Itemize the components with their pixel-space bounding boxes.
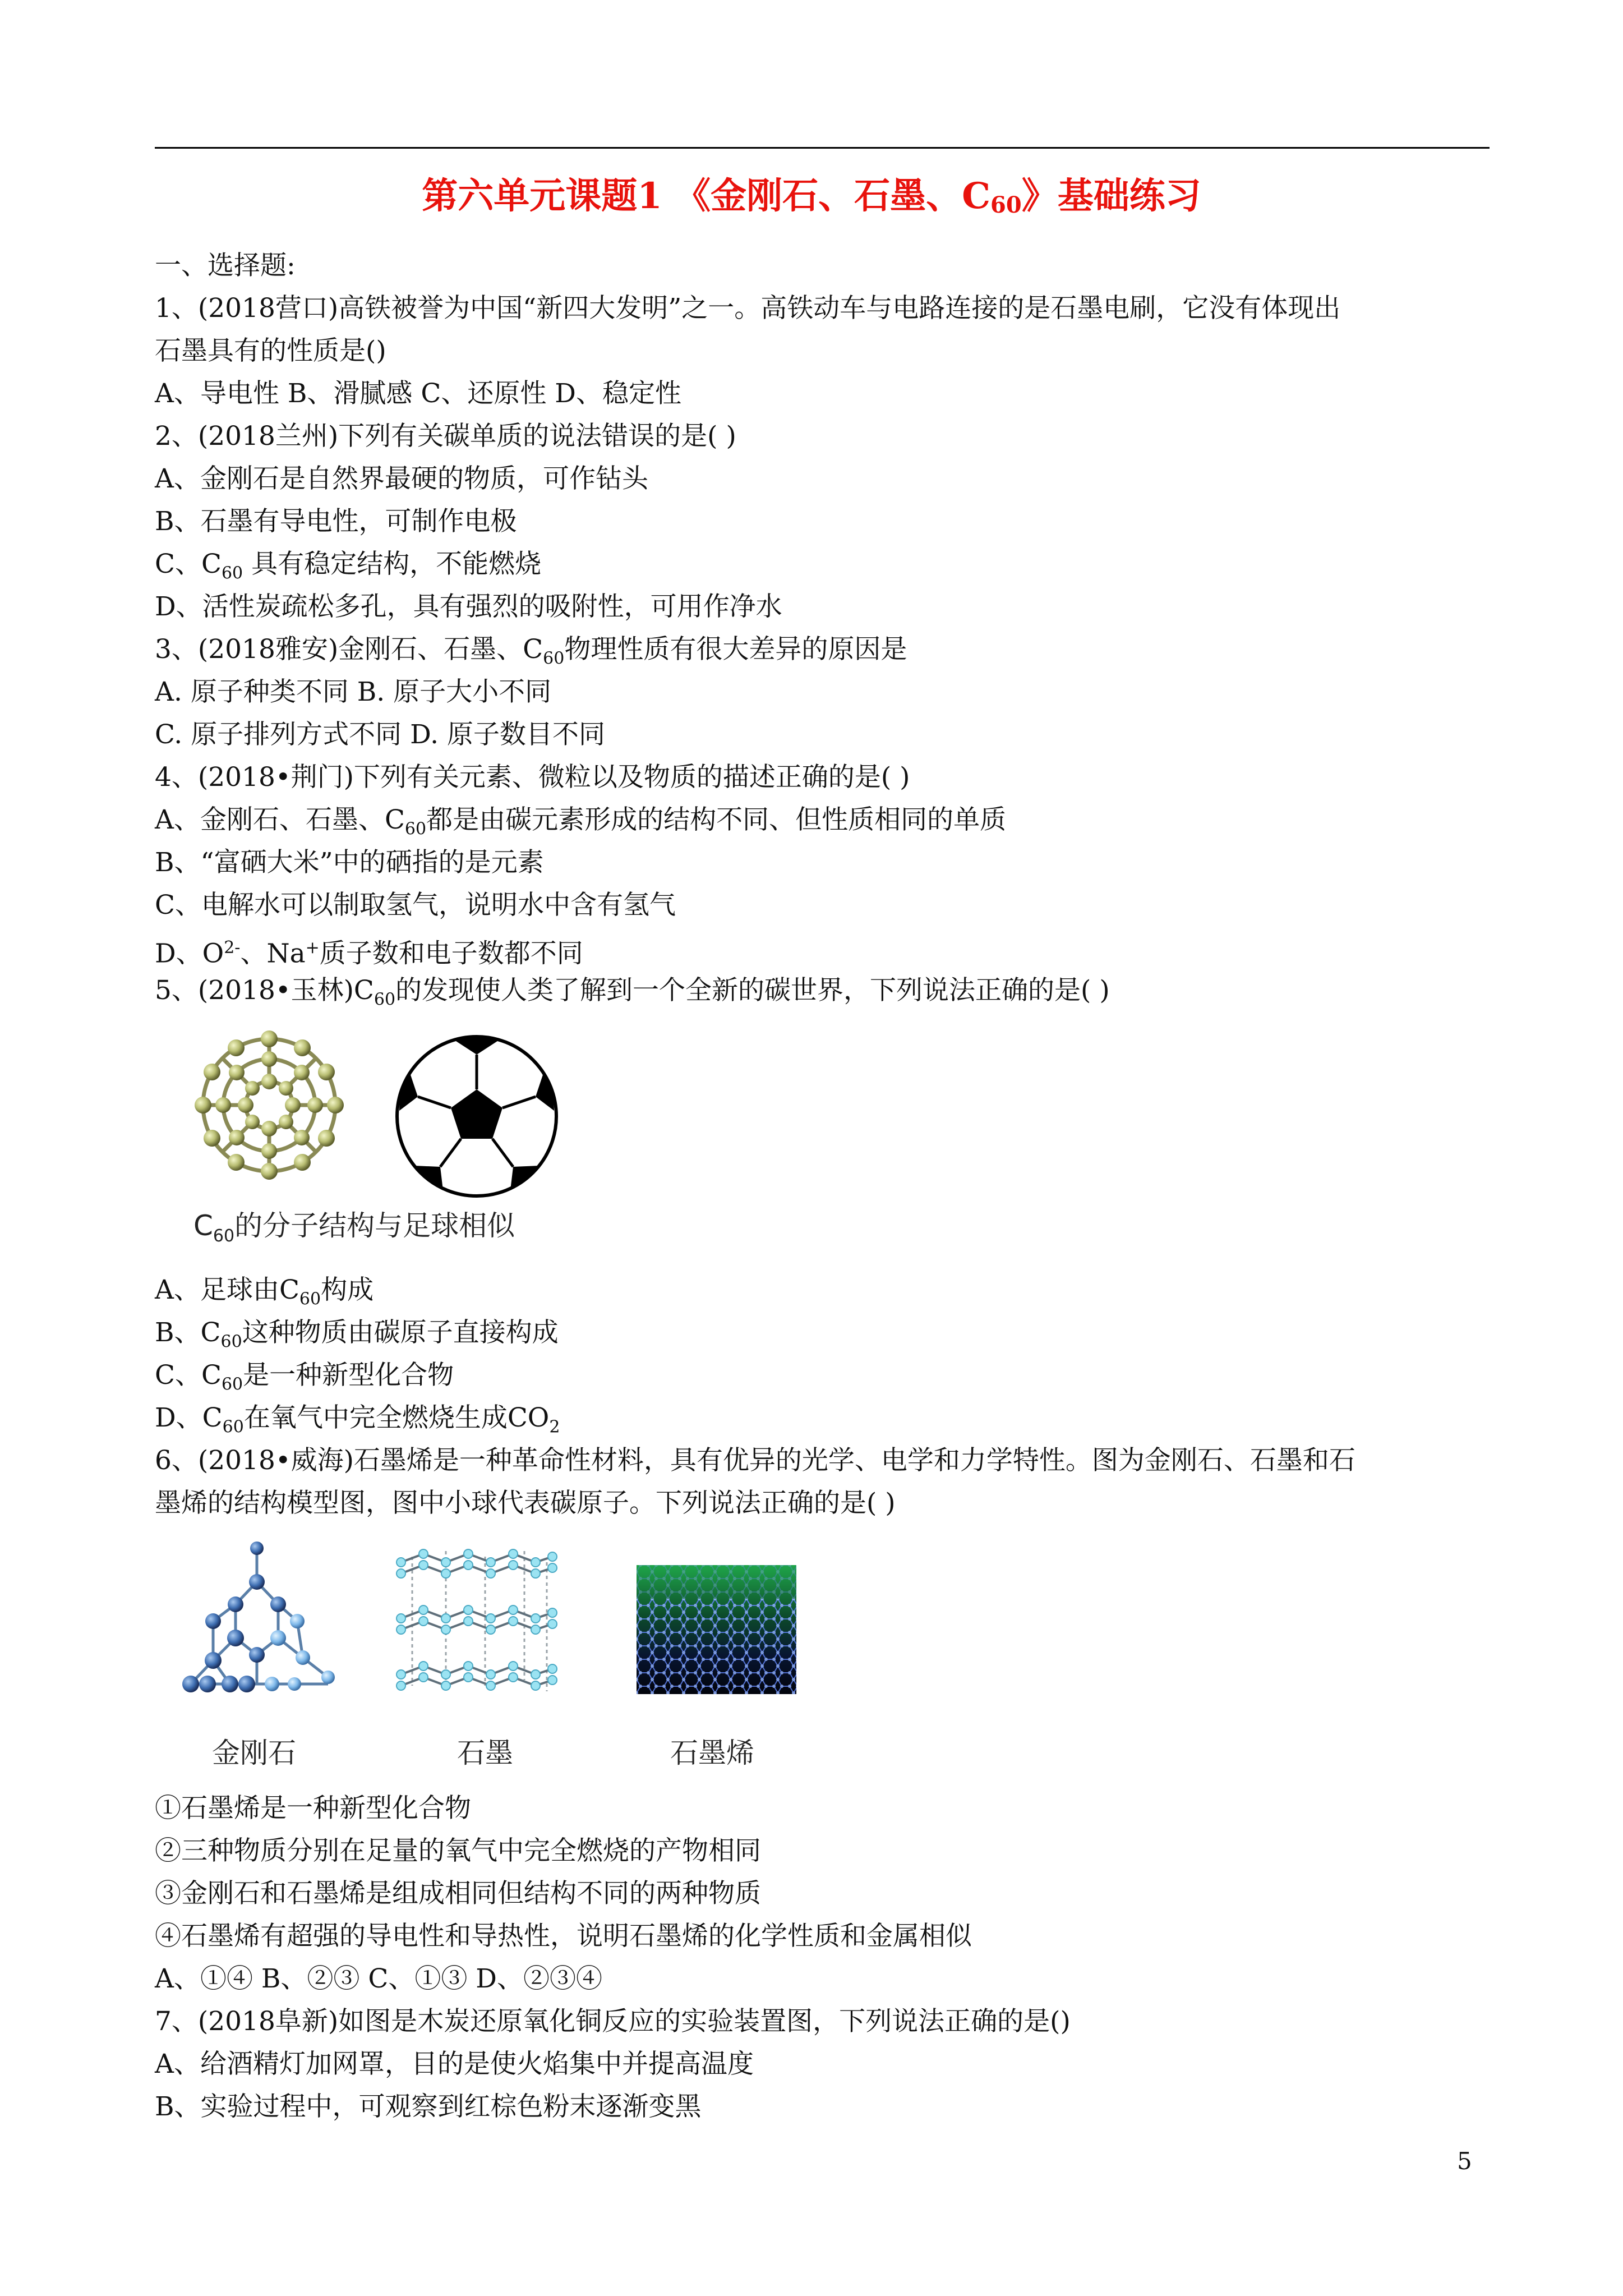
q4-option-c: C、电解水可以制取氢气，说明水中含有氢气: [155, 890, 676, 921]
q6-stem-line2: 墨烯的结构模型图，图中小球代表碳原子。下列说法正确的是( ): [155, 1488, 896, 1519]
section-heading: 一、选择题:: [155, 250, 296, 281]
q1-options: A、导电性 B、滑腻感 C、还原性 D、稳定性: [155, 378, 681, 409]
q6-statement-1: ①石墨烯是一种新型化合物: [155, 1793, 471, 1824]
q2-option-b: B、石墨有导电性，可制作电极: [155, 506, 517, 537]
q2-option-d: D、活性炭疏松多孔，具有强烈的吸附性，可用作净水: [155, 591, 782, 622]
header-rule: [155, 147, 1490, 149]
page-number: 5: [1457, 2147, 1472, 2175]
q3-options-ab: A. 原子种类不同 B. 原子大小不同: [155, 677, 552, 707]
q6-statement-4: ④石墨烯有超强的导电性和导热性，说明石墨烯的化学性质和金属相似: [155, 1921, 972, 1952]
q3-options-cd: C. 原子排列方式不同 D. 原子数目不同: [155, 719, 605, 750]
diamond-label: 金刚石: [212, 1737, 296, 1769]
page-title: 第六单元课题1 《金刚石、石墨、$C_{60}$》基础练习: [422, 175, 1201, 218]
graphene-structure-figure: [637, 1565, 796, 1694]
q1-stem-line1: 1、(2018营口)高铁被誉为中国“新四大发明”之一。高铁动车与电路连接的是石墨电刷，它没有体现出: [155, 293, 1341, 324]
q5-option-b: B、$C_{60}$这种物质由碳原子直接构成: [155, 1317, 559, 1352]
q5-option-c: C、$C_{60}$是一种新型化合物: [155, 1360, 454, 1395]
graphite-label: 石墨: [457, 1737, 513, 1769]
graphite-structure-figure: [390, 1540, 564, 1703]
q2-option-a: A、金刚石是自然界最硬的物质，可作钻头: [155, 463, 648, 494]
q4-stem: 4、(2018•荆门)下列有关元素、微粒以及物质的描述正确的是( ): [155, 762, 910, 793]
q7-option-a: A、给酒精灯加网罩，目的是使火焰集中并提高温度: [155, 2049, 754, 2079]
q5-option-a: A、足球由$C_{60}$构成: [155, 1274, 374, 1309]
q1-stem-line2: 石墨具有的性质是(): [155, 335, 386, 366]
q6-options: A、①④ B、②③ C、①③ D、②③④: [155, 1963, 602, 1994]
q2-stem: 2、(2018兰州)下列有关碳单质的说法错误的是( ): [155, 421, 736, 452]
q4-option-a: A、金刚石、石墨、$C_{60}$都是由碳元素形成的结构不同、但性质相同的单质: [155, 804, 1007, 839]
q6-statement-2: ②三种物质分别在足量的氧气中完全燃烧的产物相同: [155, 1835, 761, 1866]
c60-molecule-figure: [185, 1021, 353, 1189]
soccer-ball-figure: [393, 1032, 561, 1200]
c60-figure-caption: $C_{60}$的分子结构与足球相似: [193, 1209, 515, 1246]
q2-option-c: C、$C_{60}$ 具有稳定结构，不能燃烧: [155, 549, 542, 583]
q4-option-b: B、“富硒大米”中的硒指的是元素: [155, 847, 544, 878]
graphene-label: 石墨烯: [670, 1737, 754, 1769]
q6-statement-3: ③金刚石和石墨烯是组成相同但结构不同的两种物质: [155, 1878, 761, 1909]
diamond-structure-figure: [168, 1537, 353, 1705]
q3-stem: 3、(2018雅安)金刚石、石墨、$C_{60}$物理性质有很大差异的原因是: [155, 634, 907, 669]
q7-stem: 7、(2018阜新)如图是木炭还原氧化铜反应的实验装置图，下列说法正确的是(): [155, 2006, 1071, 2037]
q7-option-b: B、实验过程中，可观察到红棕色粉末逐渐变黑: [155, 2091, 702, 2122]
q5-option-d: D、$C_{60}$在氧气中完全燃烧生成$CO_2$: [155, 1402, 560, 1437]
q5-stem: 5、(2018•玉林)$C_{60}$的发现使人类了解到一个全新的碳世界，下列说法正确的是( ): [155, 975, 1110, 1010]
q6-stem-line1: 6、(2018•威海)石墨烯是一种革命性材料，具有优异的光学、电学和力学特性。图为金刚石、石墨和石: [155, 1445, 1355, 1476]
q4-option-d: D、$O^{2-}$、Na+质子数和电子数都不同: [155, 938, 583, 969]
